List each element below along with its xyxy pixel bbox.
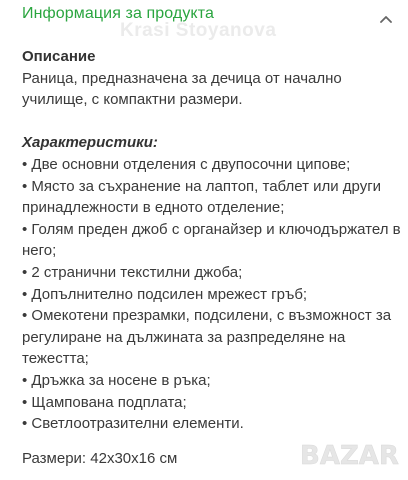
description-text: Раница, предназначена за дечица от начално училище, с компактни размери. (22, 69, 342, 109)
list-item: • Допълнително подсилен мрежест гръб; (22, 285, 308, 303)
product-sizes: Размери: 42x30x16 см (22, 449, 178, 467)
description-heading: Описание (22, 48, 96, 65)
chevron-up-icon[interactable] (376, 9, 396, 29)
list-item: • Светлоотразителни елементи. (22, 415, 244, 433)
bazar-logo-watermark (296, 434, 406, 474)
features-list (22, 154, 402, 435)
list-item: • Омекотени презрамки, подсилени, с възможност за регулиране на дължината за разпределяне на тежестта; (22, 307, 392, 368)
list-item: • Голям преден джоб с органайзер и ключодържател в него; (22, 220, 401, 260)
list-item: • Две основни отделения с двупосочни ципове; (22, 155, 351, 173)
product-description-content (22, 46, 402, 469)
list-item: • Дръжка за носене в ръка; (22, 371, 211, 389)
features-heading: Характеристики: (22, 134, 158, 152)
list-item: • Щампована подплата; (22, 393, 187, 411)
list-item: • Място за съхранение на лаптоп, таблет или други принадлежности в едното отделение; (22, 177, 382, 217)
seller-name-watermark: Krasi Stoyanova (120, 20, 277, 41)
list-item: • 2 странични текстилни джоба; (22, 263, 243, 281)
product-info-accordion-header[interactable] (0, 0, 408, 40)
accordion-title: Информация за продукта (22, 5, 214, 22)
bazar-logo-text: BAZAR (300, 441, 399, 471)
